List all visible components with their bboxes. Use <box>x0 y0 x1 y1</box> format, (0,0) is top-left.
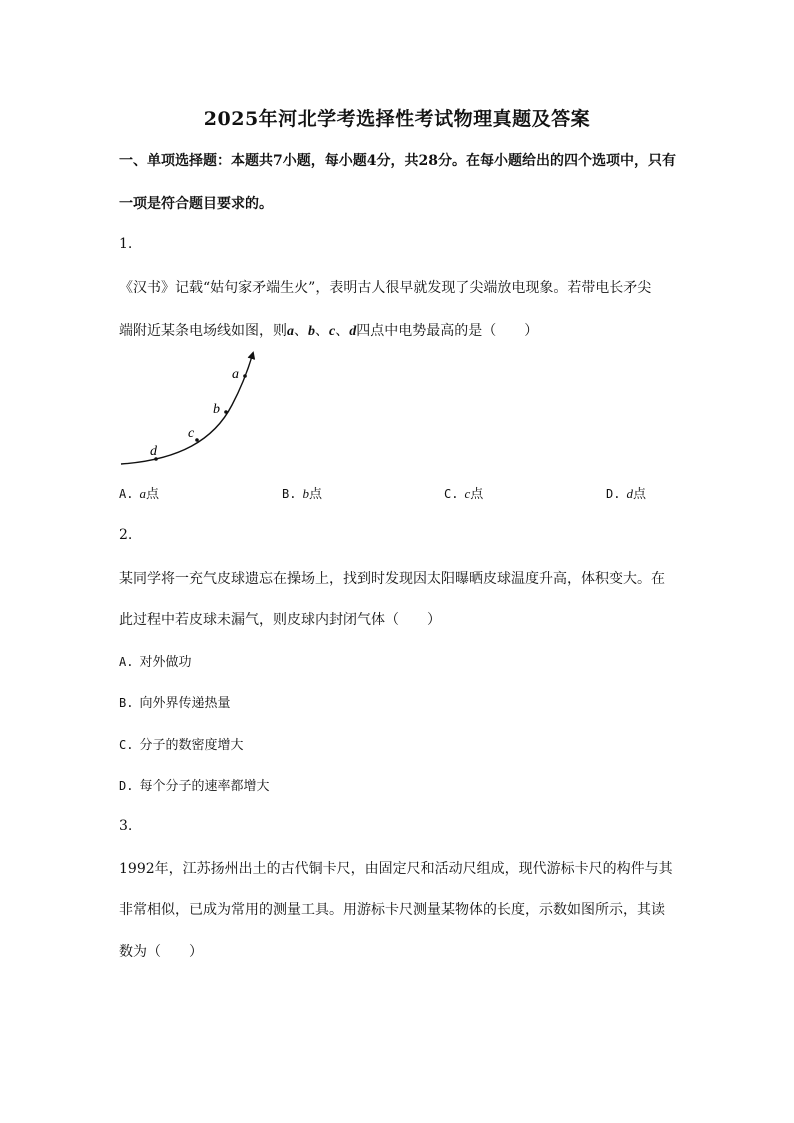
question-2-text-line1: 某同学将一充气皮球遗忘在操场上，找到时发现因太阳曝晒皮球温度升高，体积变大。在 <box>119 571 665 587</box>
point-separator: 、 <box>335 323 350 339</box>
option-variable: b <box>302 486 309 501</box>
question-3-text-line1: 1992年，江苏扬州出土的古代铜卡尺，由固定尺和活动尺组成，现代游标卡尺的构件与其 <box>119 861 673 877</box>
question-2-text-line2: 此过程中若皮球未漏气，则皮球内封闭气体（ ） <box>119 612 441 628</box>
option-label: C. <box>444 487 459 501</box>
question-1-text-line2 <box>119 320 538 340</box>
question-2-option-a <box>119 651 191 670</box>
question-1-option-c <box>444 483 483 502</box>
point-a-dot <box>243 374 247 378</box>
question-3-text-line2: 非常相似，已成为常用的测量工具。用游标卡尺测量某物体的长度，示数如图所示，其读 <box>119 902 665 918</box>
option-text: 向外界传递热量 <box>139 696 231 711</box>
page-title: 2025年河北学考选择性考试物理真题及答案 <box>203 108 591 130</box>
option-text: 点 <box>308 487 322 502</box>
point-c-dot <box>195 438 199 442</box>
point-b-symbol: b <box>308 324 315 339</box>
question-2-option-d <box>119 775 269 794</box>
point-c-symbol: c <box>329 324 336 339</box>
point-c-label: c <box>188 426 195 441</box>
point-separator: 、 <box>294 323 308 339</box>
point-b-dot <box>224 410 228 414</box>
section-heading-line2: 一项是符合题目要求的。 <box>119 196 273 212</box>
question-3-number: 3. <box>119 818 133 834</box>
option-variable: d <box>626 486 633 501</box>
question-1-text-tail: 四点中电势最高的是（ ） <box>356 323 539 339</box>
question-1-option-d <box>606 483 646 502</box>
option-label: B. <box>119 696 134 710</box>
option-label: A. <box>119 487 134 501</box>
point-a-symbol: a <box>287 324 294 339</box>
question-1-text-lead: 端附近某条电场线如图，则 <box>119 323 287 339</box>
option-variable: c <box>464 486 471 501</box>
point-a-label: a <box>232 367 239 382</box>
question-1-option-a <box>119 483 159 502</box>
question-3-text-line3: 数为（ ） <box>119 944 203 960</box>
option-label: D. <box>606 487 621 501</box>
question-2-number: 2. <box>119 527 133 543</box>
option-text: 分子的数密度增大 <box>139 738 244 753</box>
option-variable: a <box>139 486 146 501</box>
question-1-text-line1: 《汉书》记载“姑句家矛端生火”，表明古人很早就发现了尖端放电现象。若带电长矛尖 <box>119 280 652 296</box>
option-text: 点 <box>145 487 159 502</box>
option-label: A. <box>119 655 134 669</box>
section-heading-line1: 一、单项选择题：本题共7小题，每小题4分，共28分。在每小题给出的四个选项中，只有 <box>119 153 676 169</box>
point-d-symbol: d <box>349 324 357 339</box>
option-text: 对外做功 <box>139 655 192 670</box>
option-label: D. <box>119 779 134 793</box>
question-1-option-b <box>282 483 322 502</box>
point-b-label: b <box>213 402 220 417</box>
question-2-option-c <box>119 734 243 753</box>
option-label: C. <box>119 738 134 752</box>
electric-field-line-figure <box>119 350 269 470</box>
option-label: B. <box>282 487 297 501</box>
question-1-number: 1. <box>119 236 133 252</box>
option-text: 点 <box>632 487 646 502</box>
point-separator: 、 <box>315 323 329 339</box>
option-text: 每个分子的速率都增大 <box>139 779 270 794</box>
option-text: 点 <box>470 487 484 502</box>
point-d-label: d <box>150 444 157 459</box>
question-2-option-b <box>119 692 230 711</box>
